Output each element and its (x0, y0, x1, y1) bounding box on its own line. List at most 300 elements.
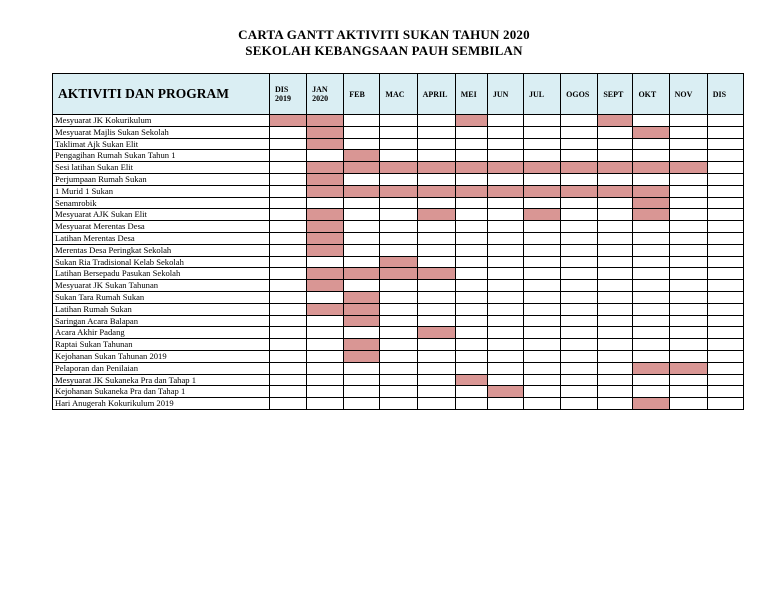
activity-name: Acara Akhir Padang (53, 327, 270, 339)
empty-cell (707, 268, 743, 280)
empty-cell (269, 280, 306, 292)
activity-name: Sukan Ria Tradisional Kelab Sekolah (53, 256, 270, 268)
empty-cell (707, 150, 743, 162)
empty-cell (598, 197, 633, 209)
empty-cell (487, 291, 523, 303)
empty-cell (669, 150, 707, 162)
empty-cell (561, 374, 598, 386)
gantt-bar-cell (455, 162, 487, 174)
empty-cell (269, 209, 306, 221)
activity-name: Taklimat Ajk Sukan Elit (53, 138, 270, 150)
empty-cell (633, 386, 669, 398)
empty-cell (707, 327, 743, 339)
empty-cell (669, 256, 707, 268)
gantt-bar-cell (344, 268, 380, 280)
month-header: APRIL (417, 74, 455, 115)
empty-cell (380, 209, 417, 221)
gantt-bar-cell (380, 185, 417, 197)
empty-cell (669, 221, 707, 233)
empty-cell (380, 339, 417, 351)
empty-cell (487, 362, 523, 374)
empty-cell (524, 244, 561, 256)
month-header: MEI (455, 74, 487, 115)
table-row (53, 280, 744, 292)
gantt-bar-cell (633, 362, 669, 374)
empty-cell (380, 115, 417, 127)
table-row (53, 232, 744, 244)
empty-cell (707, 209, 743, 221)
table-row (53, 150, 744, 162)
empty-cell (707, 185, 743, 197)
empty-cell (455, 209, 487, 221)
activity-name: Saringan Acara Balapan (53, 315, 270, 327)
empty-cell (707, 221, 743, 233)
gantt-bar-cell (633, 126, 669, 138)
gantt-bar-cell (598, 185, 633, 197)
empty-cell (707, 315, 743, 327)
activity-name: Latihan Bersepadu Pasukan Sekolah (53, 268, 270, 280)
empty-cell (417, 339, 455, 351)
empty-cell (561, 150, 598, 162)
empty-cell (598, 398, 633, 410)
empty-cell (561, 386, 598, 398)
gantt-bar-cell (561, 162, 598, 174)
table-row (53, 244, 744, 256)
activity-name: Mesyuarat JK Kokurikulum (53, 115, 270, 127)
empty-cell (269, 173, 306, 185)
empty-cell (417, 138, 455, 150)
empty-cell (455, 291, 487, 303)
empty-cell (344, 280, 380, 292)
empty-cell (561, 244, 598, 256)
gantt-bar-cell (669, 362, 707, 374)
empty-cell (524, 268, 561, 280)
empty-cell (487, 115, 523, 127)
table-row (53, 173, 744, 185)
empty-cell (633, 232, 669, 244)
empty-cell (307, 350, 344, 362)
empty-cell (707, 303, 743, 315)
gantt-bar-cell (307, 115, 344, 127)
empty-cell (455, 150, 487, 162)
gantt-bar-cell (633, 209, 669, 221)
empty-cell (561, 197, 598, 209)
empty-cell (669, 350, 707, 362)
empty-cell (598, 291, 633, 303)
empty-cell (487, 374, 523, 386)
empty-cell (344, 115, 380, 127)
table-row (53, 256, 744, 268)
empty-cell (269, 339, 306, 351)
empty-cell (524, 256, 561, 268)
gantt-table (52, 73, 744, 410)
empty-cell (269, 150, 306, 162)
empty-cell (269, 291, 306, 303)
empty-cell (633, 150, 669, 162)
empty-cell (561, 268, 598, 280)
month-header: NOV (669, 74, 707, 115)
gantt-bar-cell (344, 162, 380, 174)
empty-cell (633, 244, 669, 256)
gantt-bar-cell (307, 162, 344, 174)
empty-cell (344, 256, 380, 268)
empty-cell (524, 291, 561, 303)
empty-cell (669, 197, 707, 209)
empty-cell (380, 362, 417, 374)
empty-cell (707, 232, 743, 244)
empty-cell (487, 150, 523, 162)
empty-cell (669, 138, 707, 150)
empty-cell (524, 173, 561, 185)
empty-cell (455, 268, 487, 280)
table-row (53, 350, 744, 362)
empty-cell (561, 350, 598, 362)
empty-cell (487, 173, 523, 185)
empty-cell (307, 291, 344, 303)
gantt-bar-cell (380, 162, 417, 174)
table-row (53, 115, 744, 127)
empty-cell (307, 398, 344, 410)
gantt-bar-cell (380, 268, 417, 280)
empty-cell (707, 339, 743, 351)
empty-cell (707, 162, 743, 174)
empty-cell (487, 209, 523, 221)
table-row (53, 374, 744, 386)
empty-cell (561, 138, 598, 150)
empty-cell (455, 398, 487, 410)
gantt-bar-cell (524, 209, 561, 221)
empty-cell (417, 232, 455, 244)
empty-cell (380, 374, 417, 386)
empty-cell (598, 315, 633, 327)
empty-cell (455, 339, 487, 351)
empty-cell (344, 173, 380, 185)
empty-cell (380, 315, 417, 327)
table-row (53, 162, 744, 174)
empty-cell (417, 221, 455, 233)
empty-cell (598, 221, 633, 233)
table-row (53, 291, 744, 303)
empty-cell (455, 350, 487, 362)
empty-cell (269, 232, 306, 244)
empty-cell (598, 362, 633, 374)
empty-cell (524, 374, 561, 386)
table-row (53, 268, 744, 280)
empty-cell (707, 197, 743, 209)
gantt-bar-cell (487, 386, 523, 398)
month-header: OGOS (561, 74, 598, 115)
empty-cell (633, 268, 669, 280)
empty-cell (455, 173, 487, 185)
month-header: MAC (380, 74, 417, 115)
gantt-bar-cell (307, 173, 344, 185)
gantt-bar-cell (344, 150, 380, 162)
gantt-bar-cell (269, 115, 306, 127)
gantt-bar-cell (633, 197, 669, 209)
empty-cell (633, 256, 669, 268)
empty-cell (344, 126, 380, 138)
gantt-bar-cell (633, 185, 669, 197)
empty-cell (598, 386, 633, 398)
table-row (53, 339, 744, 351)
empty-cell (380, 350, 417, 362)
empty-cell (669, 398, 707, 410)
activity-name: 1 Murid 1 Sukan (53, 185, 270, 197)
empty-cell (417, 256, 455, 268)
empty-cell (669, 374, 707, 386)
gantt-bar-cell (417, 185, 455, 197)
empty-cell (669, 185, 707, 197)
empty-cell (669, 244, 707, 256)
empty-cell (598, 150, 633, 162)
empty-cell (380, 232, 417, 244)
empty-cell (598, 232, 633, 244)
gantt-bar-cell (417, 162, 455, 174)
empty-cell (707, 350, 743, 362)
empty-cell (561, 327, 598, 339)
table-row (53, 386, 744, 398)
gantt-bar-cell (524, 162, 561, 174)
empty-cell (633, 327, 669, 339)
activity-name: Mesyuarat AJK Sukan Elit (53, 209, 270, 221)
empty-cell (380, 303, 417, 315)
empty-cell (561, 115, 598, 127)
empty-cell (524, 339, 561, 351)
empty-cell (598, 256, 633, 268)
empty-cell (633, 280, 669, 292)
empty-cell (269, 256, 306, 268)
empty-cell (707, 362, 743, 374)
empty-cell (524, 138, 561, 150)
empty-cell (633, 350, 669, 362)
empty-cell (269, 197, 306, 209)
empty-cell (598, 374, 633, 386)
empty-cell (269, 374, 306, 386)
activity-name: Kejohanan Sukan Tahunan 2019 (53, 350, 270, 362)
empty-cell (455, 386, 487, 398)
month-header: JUN (487, 74, 523, 115)
empty-cell (561, 232, 598, 244)
empty-cell (417, 398, 455, 410)
empty-cell (417, 303, 455, 315)
empty-cell (344, 244, 380, 256)
gantt-bar-cell (307, 209, 344, 221)
gantt-bar-cell (455, 185, 487, 197)
gantt-bar-cell (307, 126, 344, 138)
activity-name: Sukan Tara Rumah Sukan (53, 291, 270, 303)
empty-cell (269, 162, 306, 174)
gantt-bar-cell (344, 185, 380, 197)
empty-cell (561, 362, 598, 374)
gantt-bar-cell (344, 303, 380, 315)
empty-cell (707, 386, 743, 398)
empty-cell (487, 232, 523, 244)
empty-cell (417, 173, 455, 185)
empty-cell (487, 327, 523, 339)
empty-cell (669, 115, 707, 127)
empty-cell (455, 244, 487, 256)
empty-cell (633, 291, 669, 303)
empty-cell (633, 374, 669, 386)
empty-cell (669, 327, 707, 339)
empty-cell (344, 221, 380, 233)
activity-name: Raptai Sukan Tahunan (53, 339, 270, 351)
empty-cell (633, 221, 669, 233)
empty-cell (269, 315, 306, 327)
empty-cell (455, 315, 487, 327)
empty-cell (307, 339, 344, 351)
empty-cell (524, 386, 561, 398)
month-header: FEB (344, 74, 380, 115)
table-row (53, 209, 744, 221)
gantt-bar-cell (455, 374, 487, 386)
empty-cell (380, 197, 417, 209)
empty-cell (669, 126, 707, 138)
gantt-bar-cell (487, 185, 523, 197)
empty-cell (307, 362, 344, 374)
gantt-bar-cell (307, 221, 344, 233)
empty-cell (417, 244, 455, 256)
empty-cell (669, 315, 707, 327)
gantt-bar-cell (669, 162, 707, 174)
empty-cell (633, 315, 669, 327)
empty-cell (487, 398, 523, 410)
month-header: DIS (707, 74, 743, 115)
empty-cell (669, 173, 707, 185)
empty-cell (524, 126, 561, 138)
empty-cell (524, 232, 561, 244)
empty-cell (380, 150, 417, 162)
gantt-bar-cell (307, 185, 344, 197)
empty-cell (344, 138, 380, 150)
empty-cell (487, 315, 523, 327)
empty-cell (380, 280, 417, 292)
gantt-bar-cell (417, 268, 455, 280)
table-row (53, 327, 744, 339)
empty-cell (455, 138, 487, 150)
empty-cell (417, 315, 455, 327)
empty-cell (524, 280, 561, 292)
empty-cell (417, 115, 455, 127)
empty-cell (598, 339, 633, 351)
empty-cell (455, 232, 487, 244)
empty-cell (380, 221, 417, 233)
gantt-bar-cell (344, 291, 380, 303)
table-row (53, 315, 744, 327)
gantt-body (53, 115, 744, 410)
empty-cell (487, 244, 523, 256)
activity-name: Perjumpaan Rumah Sukan (53, 173, 270, 185)
empty-cell (707, 291, 743, 303)
table-row (53, 197, 744, 209)
activity-name: Mesyuarat Majlis Sukan Sekolah (53, 126, 270, 138)
empty-cell (707, 115, 743, 127)
empty-cell (269, 185, 306, 197)
empty-cell (455, 327, 487, 339)
gantt-bar-cell (417, 327, 455, 339)
empty-cell (598, 350, 633, 362)
empty-cell (417, 350, 455, 362)
activity-name: Kejohanan Sukaneka Pra dan Tahap 1 (53, 386, 270, 398)
empty-cell (269, 398, 306, 410)
empty-cell (455, 303, 487, 315)
empty-cell (417, 280, 455, 292)
activity-column-header: AKTIVITI DAN PROGRAM (53, 74, 270, 115)
empty-cell (633, 115, 669, 127)
empty-cell (561, 173, 598, 185)
empty-cell (344, 386, 380, 398)
empty-cell (307, 315, 344, 327)
gantt-bar-cell (307, 232, 344, 244)
empty-cell (561, 126, 598, 138)
gantt-bar-cell (307, 268, 344, 280)
empty-cell (598, 268, 633, 280)
empty-cell (524, 115, 561, 127)
title-line-2: SEKOLAH KEBANGSAAN PAUH SEMBILAN (245, 43, 523, 58)
empty-cell (524, 303, 561, 315)
empty-cell (707, 138, 743, 150)
empty-cell (707, 374, 743, 386)
gantt-bar-cell (344, 339, 380, 351)
empty-cell (269, 221, 306, 233)
empty-cell (598, 327, 633, 339)
empty-cell (455, 280, 487, 292)
month-header: SEPT (598, 74, 633, 115)
empty-cell (524, 327, 561, 339)
table-row (53, 398, 744, 410)
empty-cell (417, 126, 455, 138)
gantt-bar-cell (307, 280, 344, 292)
empty-cell (487, 350, 523, 362)
gantt-bar-cell (307, 244, 344, 256)
empty-cell (561, 339, 598, 351)
empty-cell (307, 386, 344, 398)
empty-cell (598, 280, 633, 292)
empty-cell (344, 209, 380, 221)
empty-cell (669, 339, 707, 351)
gantt-bar-cell (633, 162, 669, 174)
empty-cell (524, 315, 561, 327)
gantt-bar-cell (344, 315, 380, 327)
empty-cell (561, 303, 598, 315)
empty-cell (487, 303, 523, 315)
empty-cell (380, 244, 417, 256)
empty-cell (633, 339, 669, 351)
empty-cell (344, 362, 380, 374)
empty-cell (269, 244, 306, 256)
empty-cell (598, 209, 633, 221)
empty-cell (380, 173, 417, 185)
empty-cell (455, 126, 487, 138)
empty-cell (598, 126, 633, 138)
empty-cell (455, 197, 487, 209)
gantt-bar-cell (455, 115, 487, 127)
empty-cell (380, 291, 417, 303)
empty-cell (598, 244, 633, 256)
gantt-bar-cell (307, 303, 344, 315)
activity-name: Latihan Merentas Desa (53, 232, 270, 244)
empty-cell (269, 126, 306, 138)
month-header: JAN 2020 (307, 74, 344, 115)
empty-cell (307, 150, 344, 162)
gantt-bar-cell (344, 350, 380, 362)
empty-cell (561, 398, 598, 410)
empty-cell (269, 303, 306, 315)
empty-cell (561, 209, 598, 221)
empty-cell (307, 374, 344, 386)
empty-cell (417, 362, 455, 374)
empty-cell (487, 280, 523, 292)
